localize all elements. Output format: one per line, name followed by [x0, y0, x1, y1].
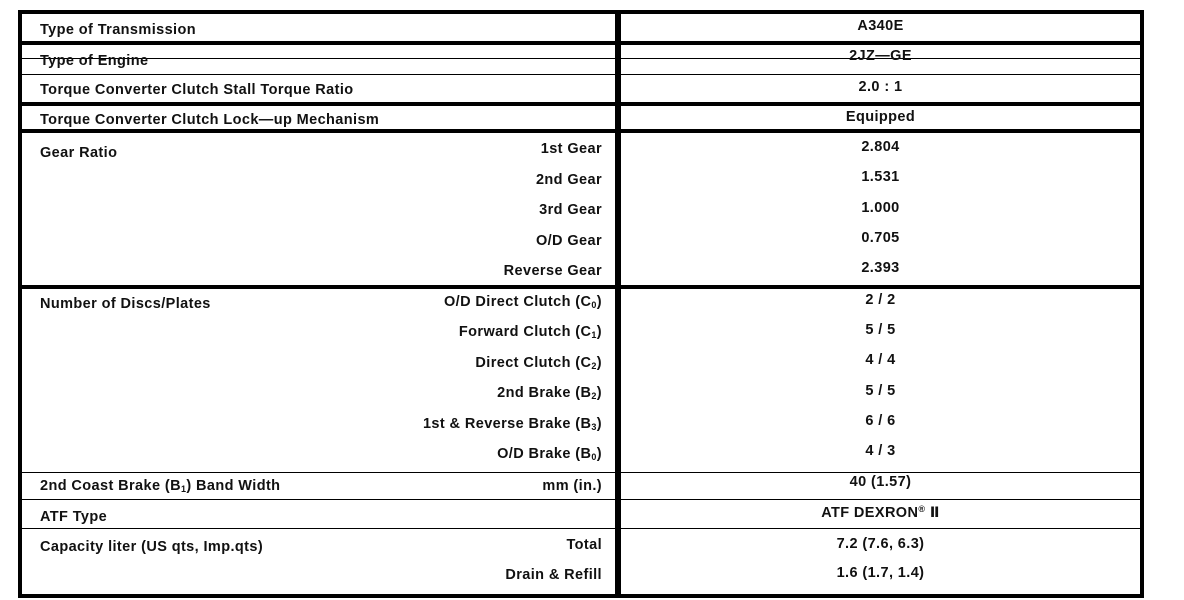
row-divider — [18, 129, 1144, 133]
stall-ratio-label: Torque Converter Clutch Stall Torque Ratio — [40, 82, 354, 98]
engine-label: Type of Engine — [40, 53, 149, 69]
lockup-value: Equipped — [845, 109, 916, 125]
capacity-value: 7.2 (7.6, 6.3) — [836, 536, 925, 552]
atf-label: ATF Type — [40, 509, 108, 525]
gear-name: O/D Gear — [535, 233, 602, 249]
row-divider — [18, 41, 1144, 45]
transmission-value: A340E — [857, 18, 904, 34]
disc-value: 6 / 6 — [865, 413, 896, 429]
disc-value: 5 / 5 — [865, 322, 896, 338]
coast-brake-value: 40 (1.57) — [849, 474, 912, 490]
atf-value: ATF DEXRON® Ⅱ — [821, 504, 940, 521]
coast-brake-label: 2nd Coast Brake $(B_1)$ Band Width — [40, 478, 281, 494]
gear-ratio-label: Gear Ratio — [40, 145, 118, 161]
capacity-name: Drain & Refill — [505, 567, 602, 583]
gear-value: 1.000 — [861, 200, 900, 216]
capacity-label: Capacity liter (US qts, Imp.qts) — [40, 539, 264, 555]
coast-brake-unit: mm (in.) — [542, 478, 602, 494]
lockup-label: Torque Converter Clutch Lock—up Mechanism — [40, 112, 380, 128]
gear-name: Reverse Gear — [503, 263, 602, 279]
gear-name: 3rd Gear — [539, 202, 602, 218]
spec-table — [18, 10, 1144, 598]
stall-ratio-value: 2.0 : 1 — [858, 79, 903, 95]
disc-value: 2 / 2 — [865, 292, 896, 308]
gear-name: 2nd Gear — [535, 172, 602, 188]
engine-value: 2JZ—GE — [849, 48, 912, 64]
disc-value: 4 / 3 — [865, 443, 896, 459]
gear-value: 2.804 — [861, 139, 900, 155]
capacity-value: 1.6 (1.7, 1.4) — [836, 565, 925, 581]
row-divider — [18, 499, 1144, 500]
row-divider — [18, 285, 1144, 289]
gear-value: 2.393 — [861, 260, 900, 276]
disc-name: 1st & Reverse Brake $(B_3)$ — [422, 416, 602, 432]
gear-name: 1st Gear — [540, 141, 602, 157]
disc-name: Forward Clutch $(C_1)$ — [458, 324, 602, 340]
disc-name: O/D Direct Clutch $(C_0)$ — [443, 294, 602, 310]
disc-value: 5 / 5 — [865, 383, 896, 399]
row-divider — [18, 102, 1144, 106]
capacity-name: Total — [566, 537, 602, 553]
gear-value: 0.705 — [861, 230, 900, 246]
disc-value: 4 / 4 — [865, 352, 896, 368]
row-divider — [18, 528, 1144, 529]
transmission-label: Type of Transmission — [40, 22, 196, 38]
discs-label: Number of Discs/Plates — [40, 296, 211, 312]
disc-name: 2nd Brake $(B_2)$ — [497, 385, 602, 401]
gear-value: 1.531 — [861, 169, 900, 185]
disc-name: Direct Clutch $(C_2)$ — [475, 355, 602, 371]
row-divider — [18, 74, 1144, 75]
disc-name: O/D Brake $(B_0)$ — [497, 446, 602, 462]
